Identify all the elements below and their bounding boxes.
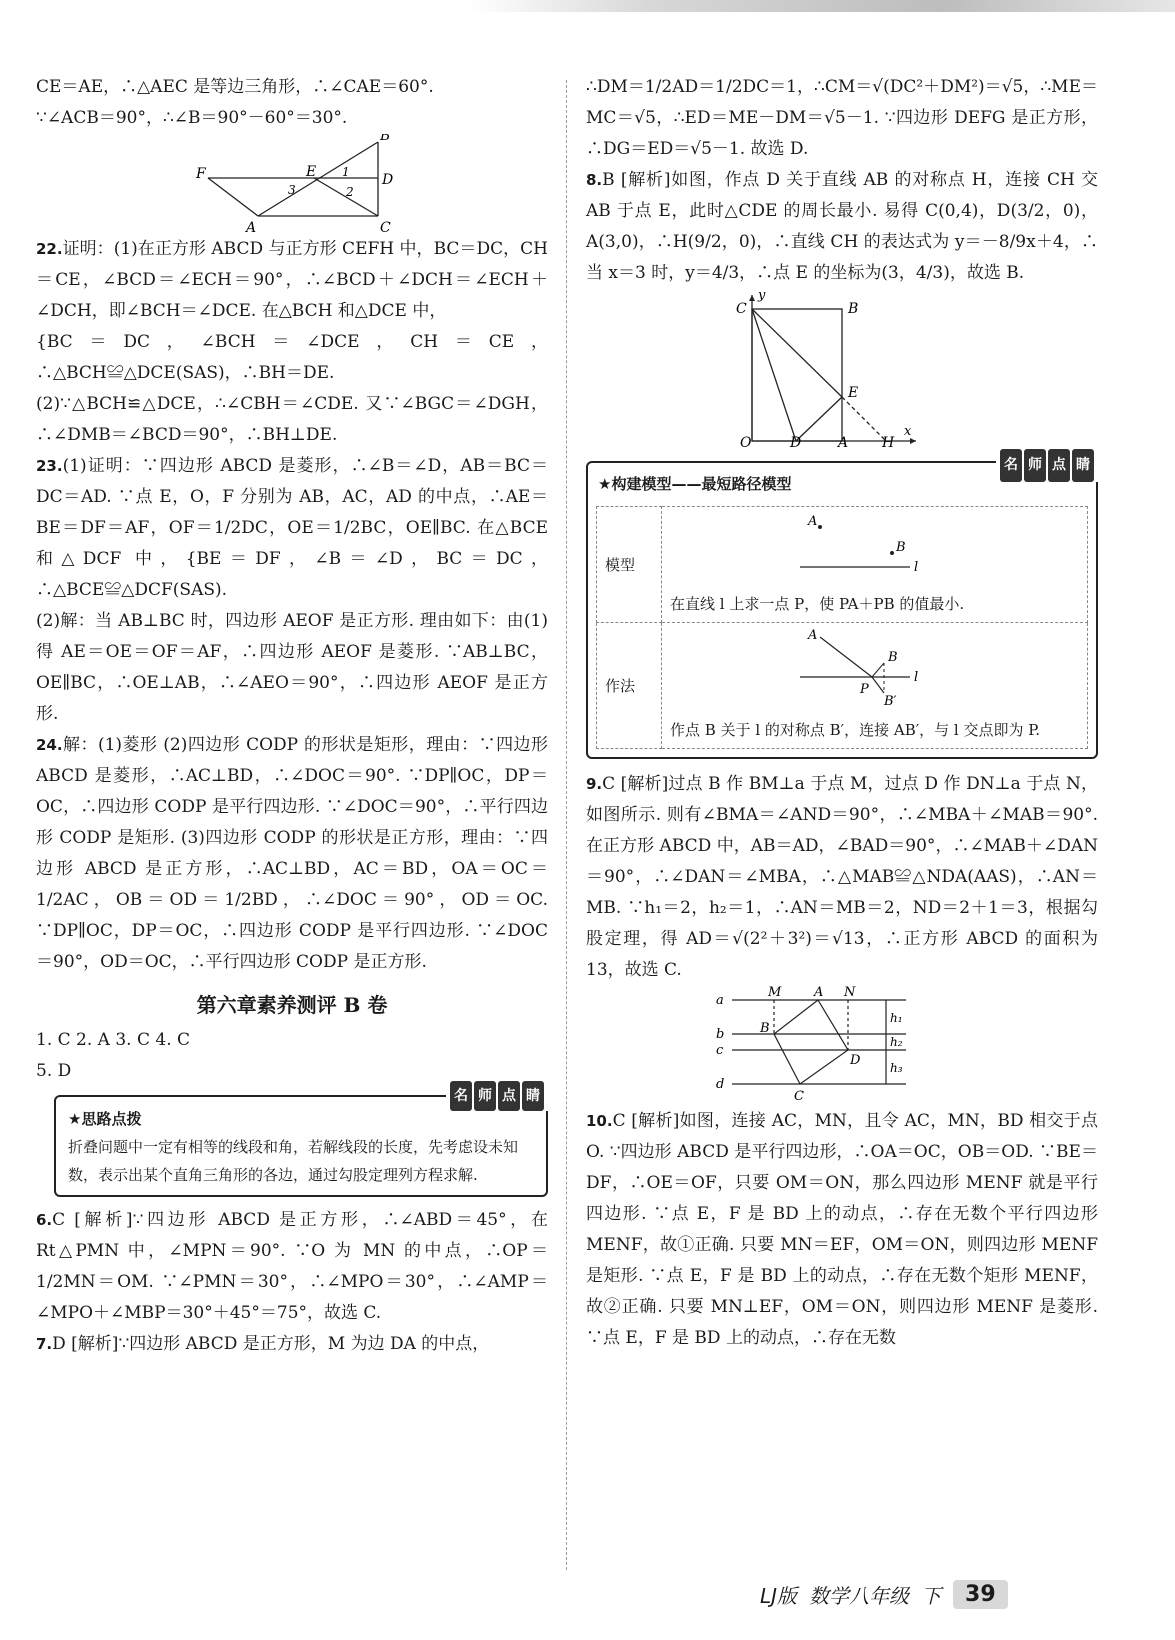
label-A: A xyxy=(808,628,818,643)
question-22-system: {BC＝DC，∠BCH＝∠DCE，CH＝CE，∴△BCH≌△DCE(SAS)，∴BH＝DE. xyxy=(36,332,548,383)
label-B: B xyxy=(380,134,391,144)
right-column xyxy=(586,72,1098,1354)
question-8: 8.B [解析]如图，作点 D 关于直线 AB 的对称点 H，连接 CH 交 AB 于点 E，此时△CDE 的周长最小. 易得 C(0,4)，D(3/2，0)，A(3,0)，∴H(9/2，0)，∴直线 CH 的表达式为 y＝－8/9x＋4，∴当 x＝3 时，y＝4/3，∴点 E 的坐标为(3，4/3)，故选 B. xyxy=(586,170,1098,283)
answers-line: 5. D xyxy=(36,1061,72,1081)
figure-coordinate xyxy=(586,289,1098,449)
chapter-title: 第六章素养测评 B 卷 xyxy=(196,993,388,1017)
label-2: 2 xyxy=(346,185,354,199)
label-l: l xyxy=(914,560,919,575)
model-text: 在直线 l 上求一点 P，使 PA＋PB 的值最小. xyxy=(670,595,965,613)
question-23: 23.(1)证明：∵四边形 ABCD 是菱形，∴∠B＝∠D，AB＝BC＝DC＝AD. ∵点 E，O，F 分别为 AB，AC，AD 的中点，∴AE＝BE＝DF＝AF，OF＝1/2DC，OE＝1/2BC，OE∥BC. 在△BCE 和△DCF 中，{BE＝DF，∠B＝∠D，BC＝DC，∴△BCE≌△DCF(SAS). xyxy=(36,456,548,600)
label-A: A xyxy=(808,514,818,529)
parallel-lines-diagram xyxy=(586,986,1098,1106)
method-text: 作点 B 关于 l 的对称点 B′，连接 AB′，与 l 交点即为 P. xyxy=(670,721,1041,739)
tip-text: 折叠问题中一定有相等的线段和角，若解线段的长度，先考虑设未知数，表示出某个直角三角形的各边，通过勾股定理列方程求解. xyxy=(68,1138,519,1184)
method-label: 作法 xyxy=(597,623,662,749)
edition-label: LJ版 xyxy=(760,1584,798,1608)
label-C: C xyxy=(380,220,391,234)
label-h2: h₂ xyxy=(890,1035,903,1049)
label-B: B xyxy=(848,301,859,317)
question-22: 22.证明：(1)在正方形 ABCD 与正方形 CEFH 中，BC＝DC，CH＝CE，∠BCD＝∠ECH＝90°，∴∠BCD＋∠DCH＝∠ECH＋∠DCH，即∠BCH＝∠DCE. 在△BCH 和△DCE 中， xyxy=(36,239,548,321)
label-A: A xyxy=(246,220,257,234)
label-y: y xyxy=(758,289,766,303)
model-label: 模型 xyxy=(597,507,662,623)
model-figure xyxy=(670,511,1050,581)
tip-title: ★思路点拨 xyxy=(68,1110,142,1128)
label-E: E xyxy=(306,164,317,180)
answers-line: 1. C 2. A 3. C 4. C xyxy=(36,1030,191,1050)
label-h3: h₃ xyxy=(890,1061,903,1075)
label-D: D xyxy=(790,435,802,449)
figure-triangle xyxy=(36,134,548,234)
method-cell xyxy=(662,623,1088,749)
question-23-part2: (2)解：当 AB⊥BC 时，四边形 AEOF 是正方形. 理由如下：由(1)得 AE＝OE＝OF＝AF，∴四边形 AEOF 是菱形. ∵AB⊥BC，OE∥BC，∴OE⊥AB，∴∠AEO＝90°，∴四边形 AEOF 是正方形. xyxy=(36,611,548,724)
label-A: A xyxy=(814,986,824,1000)
label-c: c xyxy=(716,1043,724,1058)
model-cell xyxy=(662,507,1088,623)
label-F: F xyxy=(196,166,206,182)
question-9: 9.C [解析]过点 B 作 BM⊥a 于点 M，过点 D 作 DN⊥a 于点 N，如图所示. 则有∠BMA＝∠AND＝90°，∴∠MBA＋∠MAB＝90°. 在正方形 ABCD 中，AB＝AD，∠BAD＝90°，∴∠MAB＋∠DAN＝90°，∴∠DAN＝∠MBA，∴△MAB≌△NDA(AAS)，∴AN＝MB. ∵h₁＝2，h₂＝1，∴AN＝MB＝2，ND＝2＋1＝3，根据勾股定理，得 AD＝√(2²＋3²)＝√13，∴正方形 ABCD 的面积为 13，故选 C. xyxy=(586,774,1098,980)
label-H: H xyxy=(882,435,895,449)
top-decoration-bar xyxy=(0,0,1175,12)
tip-box xyxy=(54,1088,548,1197)
label-D: D xyxy=(850,1053,861,1068)
label-a: a xyxy=(716,993,724,1008)
teacher-badge: 名 师 点 睛 xyxy=(996,449,1098,482)
model-table xyxy=(596,506,1088,749)
figure-parallel-lines xyxy=(586,986,1098,1106)
label-D: D xyxy=(382,172,394,188)
model-title: ★构建模型——最短路径模型 xyxy=(598,475,792,493)
label-l: l xyxy=(914,670,919,685)
label-B: B xyxy=(888,650,898,665)
label-P: P xyxy=(860,682,869,697)
label-O: O xyxy=(740,435,752,449)
question-24: 24.解：(1)菱形 (2)四边形 CODP 的形状是矩形，理由：∵四边形 ABCD 是菱形，∴AC⊥BD，∴∠DOC＝90°. ∵DP∥OC，DP＝OC，∴四边形 CODP 是平行四边形. ∵∠DOC＝90°，∴平行四边形 CODP 是矩形. (3)四边形 CODP 的形状是正方形，理由：∵四边形 ABCD 是正方形，∴AC⊥BD，AC＝BD，OA＝OC＝1/2AC，OB＝OD＝1/2BD，∴∠DOC＝90°，OD＝OC. ∵DP∥OC，DP＝OC，∴四边形 CODP 是平行四边形. ∵∠DOC＝90°，OD＝OC，∴平行四边形 CODP 是正方形. xyxy=(36,735,548,972)
method-figure xyxy=(670,627,1050,707)
page-number: 39 xyxy=(953,1580,1008,1609)
question-7: 7.D [解析]∵四边形 ABCD 是正方形，M 为边 DA 的中点， xyxy=(36,1334,490,1354)
label-d: d xyxy=(716,1077,725,1092)
triangle-diagram xyxy=(36,134,548,234)
label-B: B xyxy=(760,1021,770,1036)
subject-label: 数学八年级 xyxy=(809,1584,910,1608)
label-A: A xyxy=(838,435,849,449)
label-N: N xyxy=(844,986,856,1000)
page-footer xyxy=(760,1580,1008,1609)
text-line: ∵∠ACB＝90°，∴∠B＝90°－60°＝30°. xyxy=(36,108,348,128)
label-M: M xyxy=(768,986,782,1000)
label-E: E xyxy=(848,385,859,401)
label-C: C xyxy=(736,301,747,317)
teacher-badge: 名 师 点 睛 xyxy=(446,1081,548,1111)
text-line: ∴DM＝1/2AD＝1/2DC＝1，∴CM＝√(DC²＋DM²)＝√5，∴ME＝MC＝√5，∴ED＝ME－DM＝√5－1. ∵四边形 DEFG 是正方形，∴DG＝ED＝√5－1. 故选 D. xyxy=(586,77,1098,159)
volume-label: 下 xyxy=(921,1584,942,1608)
label-h1: h₁ xyxy=(890,1011,903,1025)
label-B-prime: B′ xyxy=(884,694,897,707)
model-box xyxy=(586,457,1098,759)
coordinate-diagram xyxy=(586,289,1098,449)
question-6: 6.C [解析]∵四边形 ABCD 是正方形，∴∠ABD＝45°，在 Rt△PMN 中，∠MPN＝90°. ∵O 为 MN 的中点，∴OP＝1/2MN＝OM. ∵∠PMN＝30°，∴∠MPO＝30°，∴∠AMP＝∠MPO＋∠MBP＝30°＋45°＝75°，故选 C. xyxy=(36,1210,548,1323)
text-line: CE＝AE，∴△AEC 是等边三角形，∴∠CAE＝60°. xyxy=(36,77,434,97)
label-b: b xyxy=(716,1027,725,1042)
left-column xyxy=(36,72,548,1360)
label-B: B xyxy=(896,540,906,555)
column-divider xyxy=(566,80,567,1570)
question-22-part2: (2)∵△BCH≌△DCE，∴∠CBH＝∠CDE. 又∵∠BGC＝∠DGH，∴∠DMB＝∠BCD＝90°，∴BH⊥DE. xyxy=(36,394,548,445)
label-x: x xyxy=(904,424,912,439)
question-10: 10.C [解析]如图，连接 AC，MN，且令 AC，MN，BD 相交于点 O. ∵四边形 ABCD 是平行四边形，∴OA＝OC，OB＝OD. ∵BE＝DF，∴OE＝OF，只要 OM＝ON，那么四边形 MENF 就是平行四边形. ∵点 E，F 是 BD 上的动点，∴存在无数个平行四边形 MENF，故①正确. 只要 MN＝EF，OM＝ON，则四边形 MENF 是矩形. ∵点 E，F 是 BD 上的动点，∴存在无数个矩形 MENF，故②正确. 只要 MN⊥EF，OM＝ON，则四边形 MENF 是菱形. ∵点 E，F 是 BD 上的动点，∴存在无数 xyxy=(586,1111,1098,1348)
label-3: 3 xyxy=(288,183,296,197)
label-C: C xyxy=(794,1089,804,1104)
label-1: 1 xyxy=(342,165,350,179)
